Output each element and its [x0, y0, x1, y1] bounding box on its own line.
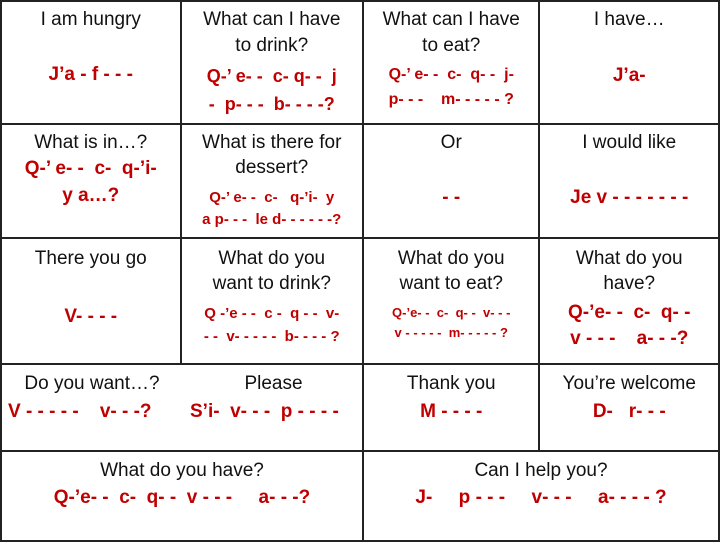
english-phrase: Can I help you?	[474, 460, 608, 481]
french-hint: - -	[442, 187, 461, 208]
english-phrase: I have…	[593, 9, 665, 30]
english-phrase: Thank you	[406, 373, 496, 394]
english-phrase-line1: What can I have	[203, 9, 341, 30]
english-phrase: What do you have?	[100, 460, 264, 481]
english-phrase: What is in…?	[34, 132, 148, 153]
card-what-do-you-want-to-eat	[363, 238, 540, 364]
english-phrase-line2: to drink?	[235, 35, 309, 56]
french-hint-line2: v - - - a- - -?	[570, 328, 689, 349]
card-thank-you	[363, 364, 540, 451]
english-phrase: Or	[440, 132, 462, 153]
english-phrase-line1: What do you	[575, 248, 683, 269]
card-there-you-go	[1, 238, 181, 364]
english-phrase-do-you-want: Do you want…?	[24, 373, 160, 394]
english-phrase-please: Please	[244, 373, 303, 394]
french-hint-line1: Q-’ e- - c- q-’i-	[24, 158, 157, 179]
french-hint-line2: v - - - - - m- - - - - ?	[394, 325, 508, 340]
french-hint-line2: - p- - - b- - - -?	[208, 94, 335, 114]
card-i-would-like	[539, 124, 719, 238]
english-phrase-line1: What is there for	[202, 132, 342, 153]
english-phrase: I would like	[582, 132, 677, 153]
english-phrase: I am hungry	[40, 9, 141, 30]
french-hint: J’a - f - - -	[48, 64, 133, 85]
card-what-can-i-have-to-drink	[181, 1, 363, 124]
french-hint-line2: y a…?	[62, 185, 120, 206]
english-phrase-line2: have?	[603, 273, 656, 294]
card-what-is-there-for-dessert	[181, 124, 363, 238]
english-phrase-line1: What do you	[397, 248, 505, 269]
english-phrase-line2: to eat?	[422, 35, 481, 56]
french-hint: J’a-	[612, 65, 646, 86]
english-phrase: You’re welcome	[562, 373, 696, 394]
card-can-i-help-you	[363, 451, 719, 541]
card-i-am-hungry	[1, 1, 181, 124]
english-phrase-line2: want to drink?	[212, 273, 331, 294]
french-hint-line2: - - v- - - - - b- - - - ?	[203, 328, 340, 345]
french-hint-line1: Q-’e- - c- q- - v- - -	[392, 305, 511, 320]
french-hint-line1: Q -’e - - c - q - - v-	[204, 305, 340, 322]
french-hint-do-you-want: V - - - - - v- - -?	[8, 401, 152, 422]
english-phrase-line1: What do you	[218, 248, 326, 269]
english-phrase-line2: dessert?	[235, 157, 309, 178]
card-what-do-you-have	[539, 238, 719, 364]
french-hint-line1: Q-’ e- - c- q-’i- y	[209, 189, 335, 206]
english-phrase-line1: What can I have	[382, 9, 520, 30]
card-what-do-you-want-to-drink	[181, 238, 363, 364]
french-hint-line2: p- - - m- - - - - ?	[388, 91, 514, 108]
card-what-is-in	[1, 124, 181, 238]
card-what-do-you-have-long	[1, 451, 363, 541]
french-hint-line2: a p- - - le d- - - - - -?	[202, 211, 342, 228]
french-hint: M - - - -	[420, 401, 483, 422]
french-hint: D- r- - -	[592, 401, 666, 422]
card-or	[363, 124, 540, 238]
french-hint-please: S’i- v- - - p - - - -	[190, 401, 339, 422]
french-hint-line1: Q-’ e- - c- q- - j-	[388, 66, 514, 83]
english-phrase: There you go	[34, 248, 147, 269]
english-phrase-line2: want to eat?	[399, 273, 503, 294]
french-hint-line1: Q-’e- - c- q- -	[568, 302, 691, 323]
french-hint: V- - - -	[64, 306, 118, 327]
card-youre-welcome	[539, 364, 719, 451]
card-do-you-want-please	[1, 364, 363, 451]
card-what-can-i-have-to-eat	[363, 1, 540, 124]
french-hint: Je v - - - - - - -	[570, 187, 689, 208]
french-hint-line1: Q-’ e- - c- q- - j	[206, 66, 337, 86]
french-hint: Q-’e- - c- q- - v - - - a- - -?	[53, 487, 311, 508]
card-i-have	[539, 1, 719, 124]
french-hint: J- p - - - v- - - a- - - - ?	[415, 487, 667, 508]
